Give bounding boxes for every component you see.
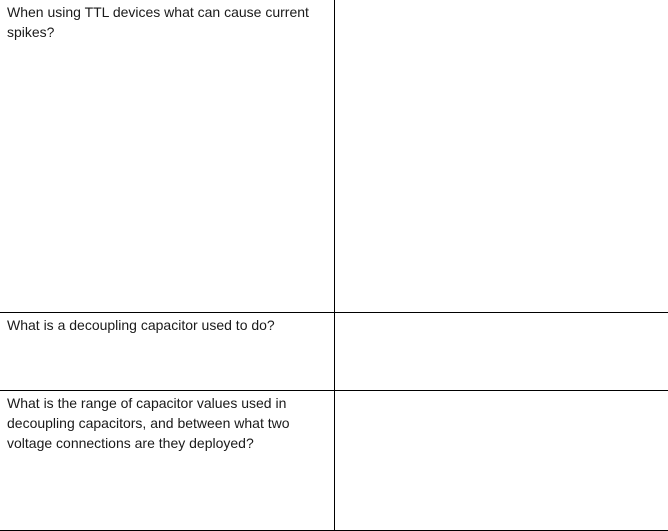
- question-text: What is the range of capacitor values used in decoupling capacitors, and between what two voltage connections are they deployed?: [7, 395, 290, 451]
- question-text: When using TTL devices what can cause current spikes?: [7, 4, 309, 40]
- table-row: [0, 391, 668, 531]
- question-cell: [0, 391, 334, 531]
- question-cell: [0, 0, 334, 313]
- answer-cell[interactable]: [334, 391, 668, 531]
- answer-cell[interactable]: [334, 313, 668, 391]
- question-cell: [0, 313, 334, 391]
- question-text: What is a decoupling capacitor used to do?: [7, 317, 275, 333]
- table-row: [0, 313, 668, 391]
- answer-cell[interactable]: [334, 0, 668, 313]
